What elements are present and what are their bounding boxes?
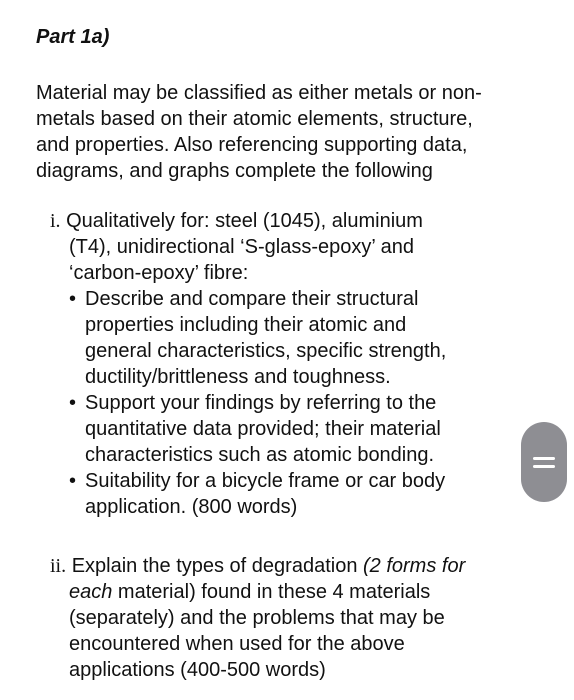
bullet-text: Suitability for a bicycle frame or car body bbox=[85, 470, 446, 492]
bullet-line: general characteristics, specific strength, bbox=[85, 340, 447, 362]
bullet-icon: • bbox=[69, 392, 77, 414]
drag-handle-icon bbox=[533, 457, 555, 460]
bullet-line: quantitative data provided; their material bbox=[85, 418, 441, 440]
page-title: Part 1a) bbox=[36, 26, 110, 48]
item-ii-first-line bbox=[50, 553, 530, 579]
bullet-line bbox=[69, 390, 530, 416]
list-item-i bbox=[50, 208, 530, 520]
item-i-line: ‘carbon-epoxy’ fibre: bbox=[69, 262, 249, 284]
item-i-bullet-list bbox=[50, 286, 530, 520]
scroll-handle[interactable] bbox=[521, 422, 567, 502]
item-ii-text: material) found in these 4 materials bbox=[112, 581, 431, 603]
item-i-marker: i. bbox=[50, 210, 61, 232]
item-ii-line: encountered when used for the above bbox=[69, 633, 405, 655]
drag-handle-icon bbox=[533, 465, 555, 468]
intro-line: and properties. Also referencing supporting data, bbox=[36, 134, 468, 156]
intro-line: metals based on their atomic elements, structure, bbox=[36, 108, 473, 130]
item-ii-text: Explain the types of degradation bbox=[71, 555, 363, 577]
item-i-first-line bbox=[50, 208, 530, 234]
bullet-item bbox=[69, 468, 530, 520]
bullet-line bbox=[69, 286, 530, 312]
bullet-line: characteristics such as atomic bonding. bbox=[85, 444, 435, 466]
item-ii-line: (separately) and the problems that may be bbox=[69, 607, 445, 629]
bullet-icon: • bbox=[69, 288, 77, 310]
bullet-item bbox=[69, 286, 530, 390]
bullet-line: application. (800 words) bbox=[85, 496, 298, 518]
item-ii-emphasis: each bbox=[69, 581, 113, 603]
item-ii-line: applications (400-500 words) bbox=[69, 659, 326, 681]
bullet-text: Describe and compare their structural bbox=[85, 288, 419, 310]
bullet-text: Support your findings by referring to the bbox=[85, 392, 437, 414]
list-item-ii bbox=[50, 553, 530, 683]
bullet-icon: • bbox=[69, 470, 77, 492]
item-ii-emphasis: (2 forms for bbox=[363, 555, 466, 577]
item-i-line: (T4), unidirectional ‘S-glass-epoxy’ and bbox=[69, 236, 414, 258]
bullet-line bbox=[69, 468, 530, 494]
bullet-line: properties including their atomic and bbox=[85, 314, 407, 336]
intro-line: diagrams, and graphs complete the following bbox=[36, 160, 433, 182]
bullet-item bbox=[69, 390, 530, 468]
item-ii-line bbox=[50, 579, 530, 605]
intro-line: Material may be classified as either metals or non- bbox=[36, 82, 482, 104]
bullet-line: ductility/brittleness and toughness. bbox=[85, 366, 391, 388]
item-i-text: Qualitatively for: steel (1045), aluminium bbox=[66, 210, 423, 232]
intro-paragraph bbox=[36, 80, 546, 184]
item-ii-marker: ii. bbox=[50, 555, 67, 577]
